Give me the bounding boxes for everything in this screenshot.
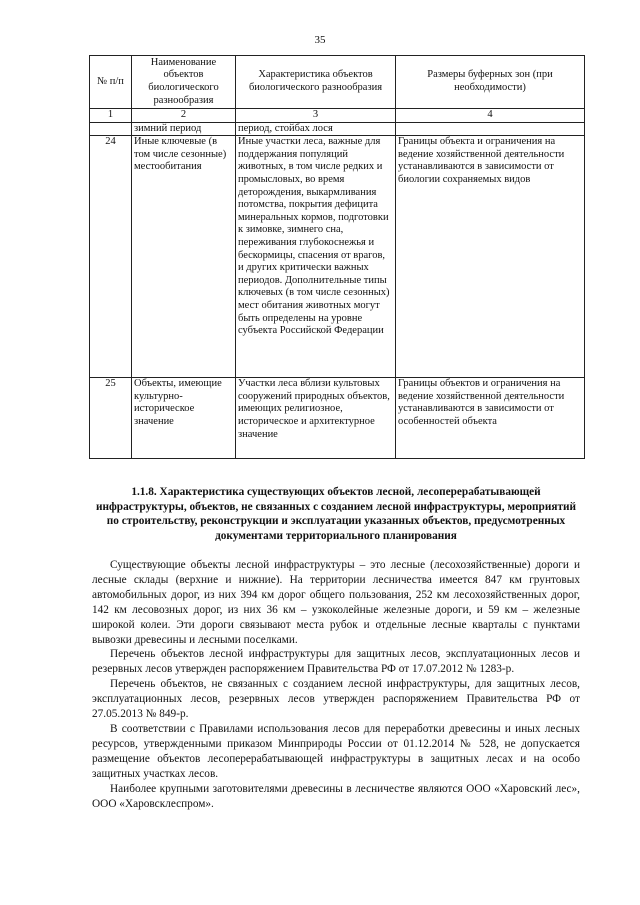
paragraph: Перечень объектов, не связанных с созданием лесной инфраструктуры, для защитных лесов, эксплуатационных лесов, резервных лесов утвержден распоряжением Правительства РФ от 27.05.2013 № 849-р.: [92, 678, 580, 721]
row-name: зимний период: [132, 122, 236, 136]
buffer-zones-table: [89, 55, 585, 459]
header-buffer: Размеры буферных зон (при необходимости): [396, 56, 585, 109]
column-index: 4: [396, 109, 585, 123]
row-characteristic: Участки леса вблизи культовых сооружений природных объектов, имеющих религиозное, историческое и архитектурное значение: [236, 378, 396, 459]
row-num: 24: [90, 136, 132, 378]
column-index-row: [90, 109, 585, 123]
paragraph: Перечень объектов лесной инфраструктуры для защитных лесов, эксплуатационных лесов и резервных лесов утвержден распоряжением Правительства РФ от 17.07.2012 № 1283-р.: [92, 648, 580, 676]
row-name: Объекты, имеющие культурно-историческое значение: [132, 378, 236, 459]
table-row: [90, 122, 585, 136]
table-row: [90, 136, 585, 378]
row-num: [90, 122, 132, 136]
page-number: 35: [314, 34, 326, 46]
column-index: 3: [236, 109, 396, 123]
paragraph: В соответствии с Правилами использования лесов для переработки древесины и иных лесных ресурсов, утвержденными приказом Минприроды России от 01.12.2014 № 528, не допускается размещение объектов лесоперерабатывающей инфраструктуры в защитных лесах и на особо защитных участках лесов.: [92, 722, 580, 780]
section-body: [92, 558, 580, 811]
row-name: Иные ключевые (в том числе сезонные) местообитания: [132, 136, 236, 378]
table-row: [90, 378, 585, 459]
row-characteristic: Иные участки леса, важные для поддержания популяций животных, в том числе редких и промысловых, во время деторождения, выкармливания потомства, покрытия дефицита минеральных кормов, подготовки к зимовке, зимнего сна, переживания глубокоснежья и бескормицы, спасения от врагов, и других критически важных периодов. Дополнительные типы ключевых (в том числе сезонных) мест обитания животных могут быть определены на уровне субъекта Российской Федерации: [236, 136, 396, 378]
row-buffer: Границы объекта и ограничения на ведение хозяйственной деятельности устанавливаются в зависимости от биологии сохраняемых видов: [396, 136, 585, 378]
row-buffer: Границы объектов и ограничения на ведение хозяйственной деятельности устанавливаются в зависимости от особенностей объекта: [396, 378, 585, 459]
row-characteristic: период, стойбах лося: [236, 122, 396, 136]
row-buffer: [396, 122, 585, 136]
row-num: 25: [90, 378, 132, 459]
header-name: Наименование объектов биологического разнообразия: [132, 56, 236, 109]
table-header-row: [90, 56, 585, 109]
header-num: № п/п: [90, 56, 132, 109]
column-index: 2: [132, 109, 236, 123]
paragraph: Существующие объекты лесной инфраструктуры – это лесные (лесохозяйственные) дороги и лесные склады (верхние и нижние). На территории лесничества имеется 847 км грунтовых автомобильных дорог, из них 394 км дорог общего пользования, 252 км лесохозяйственных дорог, 142 км лесовозных дорог, из них 36 км – узкоколейные железные дороги, и 59 км – железные широкой колеи. Эти дороги связывают места рубок и отдельные лесные кварталы с пунктами вывозки древесины и лесными поселками.: [92, 559, 580, 646]
section-heading: 1.1.8. Характеристика существующих объектов лесной, лесоперерабатывающей инфраструктуры, объектов, не связанных с созданием лесной инфраструктуры, мероприятий по строительству, реконструкции и эксплуатации указанных объектов, предусмотренных документами территориального планирования: [95, 486, 577, 542]
column-index: 1: [90, 109, 132, 123]
paragraph: Наиболее крупными заготовителями древесины в лесничестве являются ООО «Харовский лес», ООО «Харовсклеспром».: [92, 782, 580, 810]
header-characteristic: Характеристика объектов биологического разнообразия: [236, 56, 396, 109]
